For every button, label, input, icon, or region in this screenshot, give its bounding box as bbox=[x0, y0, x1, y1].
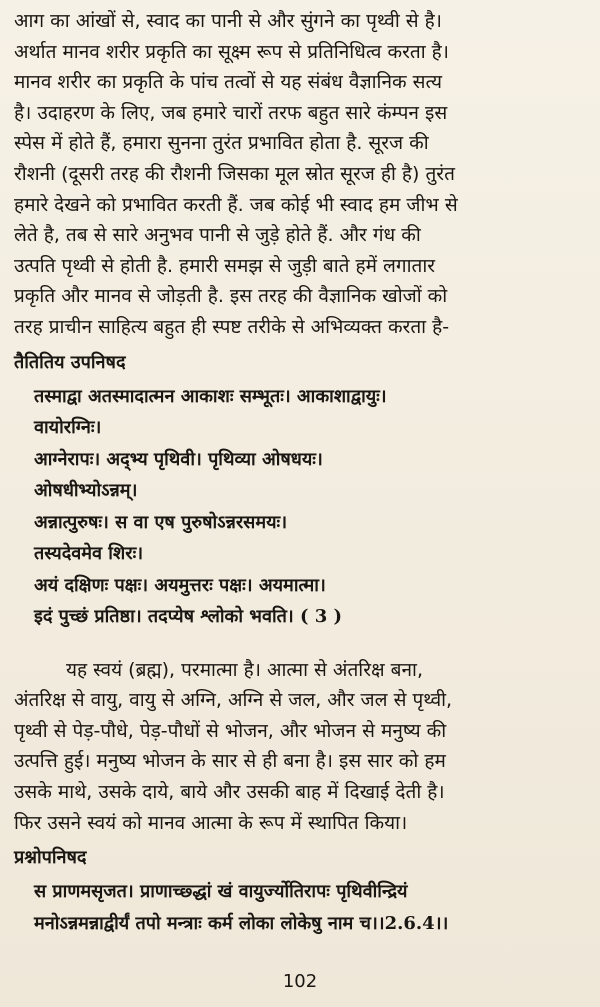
verse-line: तस्माद्वा अतस्मादात्मन आकाशः सम्भूतः। आकाशाद्वायुः। bbox=[34, 385, 387, 407]
verse-line: मनोऽन्नमन्नाद्वीर्यं तपो मन्त्राः कर्म लोका लोकेषु नाम च।।2.6.4।। bbox=[34, 912, 449, 934]
explanation-line: फिर उसने स्वयं को मानव आत्मा के रूप में स्थापित किया। bbox=[14, 811, 408, 834]
intro-line: अर्थात मानव शरीर प्रकृति का सूक्ष्म रूप से प्रतिनिधित्व करता है। bbox=[14, 40, 449, 63]
verse-line: वायोरग्निः। bbox=[34, 417, 102, 439]
verse-line: इदं पुच्छं प्रतिष्ठा। तदप्येष श्लोको भवति। ( 3 ) bbox=[34, 606, 343, 628]
section-heading-prashna: प्रश्नोपनिषद bbox=[14, 847, 87, 869]
intro-line: लेते है, तब से सारे अनुभव पानी से जुड़े होते हैं. और गंध की bbox=[14, 224, 421, 247]
intro-line: आग का आंखों से, स्वाद का पानी से और सुंगने का पृथ्वी से है। bbox=[14, 10, 442, 32]
verse-line: ओषधीभ्योऽन्नम्। bbox=[34, 480, 138, 502]
sanskrit-verse-taittiriya bbox=[14, 381, 584, 633]
explanation-line: अंतरिक्ष से वायु, वायु से अग्नि, अग्नि से जल, और जल से पृथ्वी, bbox=[14, 689, 453, 712]
verse-line: स प्राणमसृजत। प्राणाच्छ्द्धां खं वायुर्ज्योतिरापः पृथिवीन्द्रियं bbox=[34, 881, 408, 903]
explanation-line: उत्पत्ति हुई। मनुष्य भोजन के सार से ही बना है। इस सार को हम bbox=[14, 750, 446, 773]
sanskrit-verse-prashna bbox=[14, 876, 584, 939]
verse-line: अन्नात्पुरुषः। स वा एष पुरुषोऽन्नरसमयः। bbox=[34, 511, 288, 533]
intro-line: प्रकृति और मानव से जोड़ती है. इस तरह की वैज्ञानिक खोजों को bbox=[14, 285, 448, 308]
page-number: 102 bbox=[282, 971, 318, 992]
intro-line: रौशनी (दूसरी तरह की रौशनी जिसका मूल स्रोत सूरज ही है) तुरंत bbox=[14, 162, 455, 185]
verse-line: तस्यदेवमेव शिरः। bbox=[34, 543, 144, 565]
explanation-paragraph bbox=[14, 655, 584, 839]
explanation-line: पृथ्वी से पेड़-पौधे, पेड़-पौधों से भोजन, और भोजन से मनुष्य की bbox=[14, 719, 447, 742]
intro-paragraph bbox=[14, 6, 584, 343]
verse-line: अयं दक्षिणः पक्षः। अयमुत्तरः पक्षः। अयमात्मा। bbox=[34, 574, 326, 596]
intro-line: तरह प्राचीन साहित्य बहुत ही स्पष्ट तरीके से अभिव्यक्त करता है- bbox=[14, 315, 450, 338]
explanation-line: उसके माथे, उसके दाये, बाये और उसकी बाह में दिखाई देती है। bbox=[14, 780, 445, 803]
intro-line: उत्पति पृथ्वी से होती है. हमारी समझ से जुड़ी बाते हमें लगातार bbox=[14, 254, 436, 277]
explanation-line: यह स्वयं (ब्रह्म), परमात्मा है। आत्मा से अंतरिक्ष बना, bbox=[66, 658, 423, 681]
verse-line: आग्नेरापः। अद्भ्य पृथिवी। पृथिव्या ओषधयः। bbox=[34, 448, 323, 470]
intro-line: है। उदाहरण के लिए, जब हमारे चारों तरफ बहुत सारे कंम्पन इस bbox=[14, 101, 448, 124]
intro-line: मानव शरीर का प्रकृति के पांच तत्वों से यह संबंध वैज्ञानिक सत्य bbox=[14, 71, 443, 94]
intro-line: स्पेस में होते हैं, हमारा सुनना तुरंत प्रभावित होता है. सूरज की bbox=[14, 132, 429, 155]
intro-line: हमारे देखने को प्रभावित करती हैं. जब कोई भी स्वाद हम जीभ से bbox=[14, 193, 458, 216]
section-heading-taittiriya: तैतितिय उपनिषद bbox=[14, 351, 126, 373]
